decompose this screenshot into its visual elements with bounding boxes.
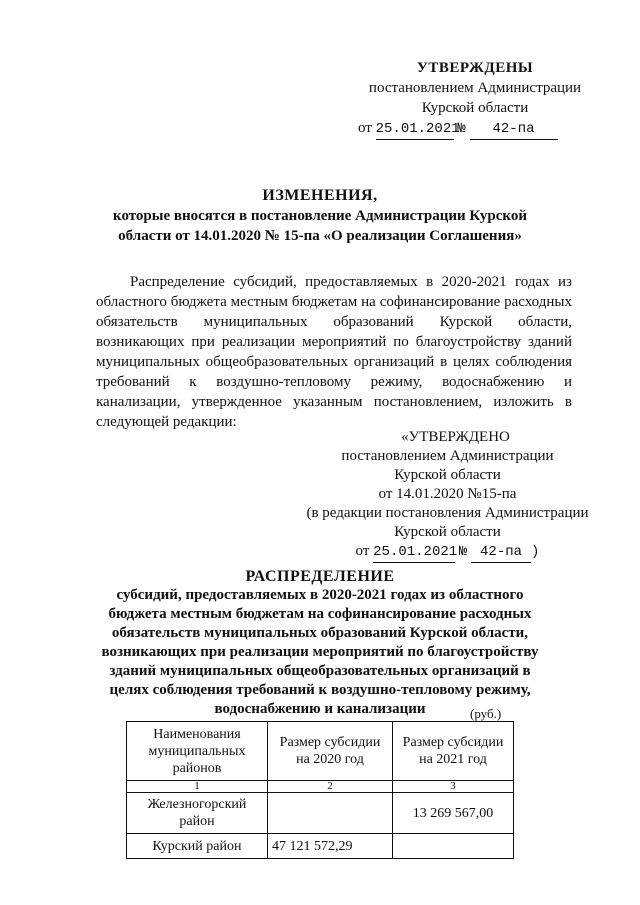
header-cell: Размер субсидии на 2020 год [268, 722, 393, 781]
approval-block-number-prefix: № [458, 544, 468, 560]
table-header-row [127, 722, 514, 781]
header-cell: Наименования муниципальных районов [127, 722, 268, 781]
approval-header [350, 58, 600, 140]
header-cell: Размер субсидии на 2021 год [393, 722, 514, 781]
changes-line-1: которые вносятся в постановление Администрации Курской [113, 208, 527, 224]
approval-number: 42-па [470, 119, 558, 140]
distribution-line-4: возникающих при реализации мероприятий по благоустройству [101, 644, 539, 660]
approval-block-line-5: Курской области [394, 524, 501, 540]
approval-block-line-3: от 14.01.2020 №15-па [378, 486, 517, 502]
approval-line-2: Курской области [421, 100, 529, 116]
approval-block-close: ) [531, 544, 540, 560]
approval-block-number: 42-па [471, 543, 531, 563]
distribution-line-5: зданий муниципальных общеобразовательных организаций в [109, 663, 531, 679]
table-cell: 47 121 572,29 [268, 834, 393, 859]
unit-label: (руб.) [470, 706, 502, 721]
table-row [127, 834, 514, 859]
approval-block-date: 25.01.2021 [373, 543, 455, 563]
table-number-row [127, 781, 514, 793]
changes-line-2: области от 14.01.2020 № 15-па «О реализации Соглашения» [118, 228, 522, 244]
distribution-line-6: целях соблюдения требований к воздушно-тепловому режиму, [109, 682, 531, 698]
approval-block-heading: «УТВЕРЖДЕНО [401, 429, 510, 445]
table-cell [393, 834, 514, 859]
approval-heading: УТВЕРЖДЕНЫ [416, 60, 534, 76]
approval-line-1: постановлением Администрации [368, 80, 582, 96]
distribution-line-2: бюджета местным бюджетам на софинансирование расходных [108, 606, 532, 622]
column-number: 1 [127, 781, 268, 793]
approval-date-line [350, 118, 600, 140]
approval-block-date-line [300, 542, 595, 563]
column-number: 3 [393, 781, 514, 793]
approval-block [300, 428, 595, 563]
approval-block-line-4: (в редакции постановления Администрации [306, 505, 589, 521]
approval-date-prefix: от [358, 120, 372, 136]
table-cell: Железногорский район [127, 793, 268, 834]
distribution-title [70, 567, 570, 719]
table-cell: 13 269 567,00 [393, 793, 514, 834]
distribution-line-7: водоснабжению и канализации [214, 701, 426, 717]
approval-block-line-1: постановлением Администрации [341, 448, 554, 464]
column-number: 2 [268, 781, 393, 793]
approval-block-date-prefix: от [355, 543, 370, 559]
changes-heading: ИЗМЕНЕНИЯ, [262, 187, 378, 204]
approval-number-prefix: № [457, 121, 466, 137]
changes-title [60, 186, 580, 246]
distribution-heading: РАСПРЕДЕЛЕНИЕ [245, 568, 395, 585]
table-row [127, 793, 514, 834]
distribution-line-3: обязательств муниципальных образований Курской области, [111, 625, 529, 641]
distribution-line-1: субсидий, предоставляемых в 2020-2021 годах из областного [116, 587, 524, 603]
approval-date: 25.01.2021 [376, 119, 454, 140]
distribution-table [126, 721, 514, 859]
table-cell [268, 793, 393, 834]
table-cell: Курский район [127, 834, 268, 859]
approval-block-line-2: Курской области [394, 467, 501, 483]
body-paragraph: Распределение субсидий, предоставляемых в 2020-2021 годах из областного бюджета местным бюджетам на софинансирование расходных обязательств муниципальных образований Курской области, возникающих при реализации мероприятий по благоустройству зданий муниципальных общеобразовательных организаций в целях соблюдения требований к воздушно-тепловому режиму, водоснабжению и канализации, утвержденное указанным постановлением, изложить в следующей редакции: [96, 274, 572, 430]
